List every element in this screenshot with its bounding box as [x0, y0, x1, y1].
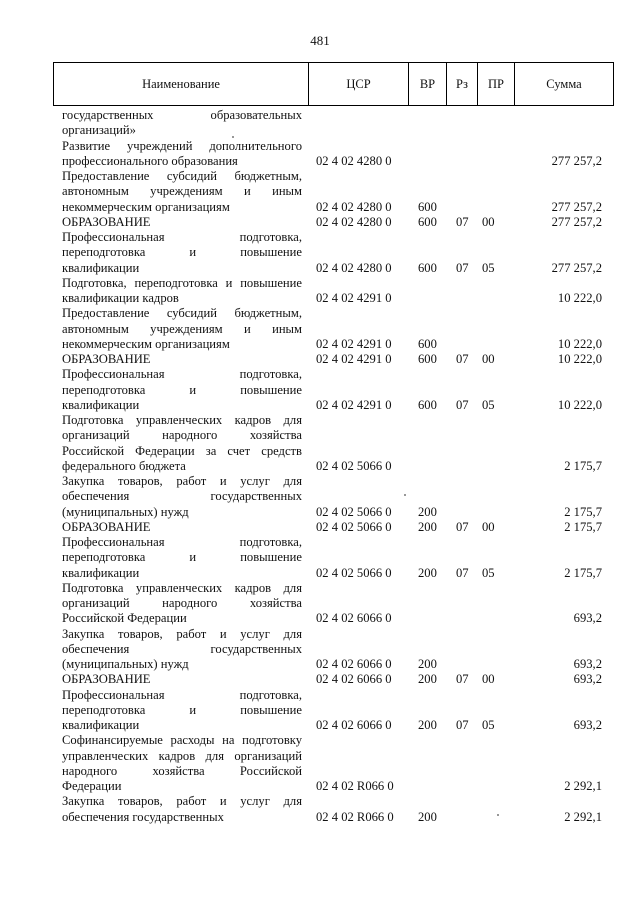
row-name	[62, 413, 302, 474]
row-rz: 07	[456, 214, 469, 229]
row-csr: 02 4 02 6066 0	[316, 657, 392, 671]
row-csr: 02 4 02 4280 0	[316, 260, 392, 275]
row-name-line: ОБРАЗОВАНИЕ	[62, 519, 151, 534]
row-name-line: автономным учреждениям и иным	[62, 321, 302, 336]
row-csr: 02 4 02 5066 0	[316, 504, 392, 519]
row-sum: 277 257,2	[551, 260, 602, 275]
row-sum: 277 257,2	[551, 153, 602, 168]
row-name-line: Закупка товаров, работ и услуг для	[62, 474, 302, 488]
row-name	[62, 672, 302, 687]
row-vr: 200	[418, 519, 437, 534]
row-pr: 05	[482, 260, 495, 275]
scan-speck	[497, 814, 499, 816]
row-sum: 10 222,0	[557, 336, 602, 351]
header-rz: Рз	[447, 63, 478, 105]
row-csr: 02 4 02 6066 0	[316, 718, 392, 732]
row-pr: 00	[482, 214, 495, 229]
table-row	[0, 413, 640, 474]
header-pr: ПР	[478, 63, 515, 105]
table-row	[0, 215, 640, 230]
table-row	[0, 139, 640, 170]
row-name-line: народного хозяйства Российской	[62, 763, 302, 778]
row-sum: 277 257,2	[551, 214, 602, 229]
row-name-line: Предоставление субсидий бюджетным,	[62, 306, 302, 321]
row-name-line: квалификации	[62, 260, 140, 275]
row-name-line: Профессиональная подготовка,	[62, 367, 302, 382]
row-csr: 02 4 02 4291 0	[316, 336, 392, 351]
row-pr: 00	[482, 672, 495, 687]
row-csr: 02 4 02 R066 0	[316, 809, 394, 824]
table-row	[0, 474, 640, 520]
row-pr: 00	[482, 352, 495, 366]
row-name-line: переподготовка и повышение	[62, 245, 302, 260]
row-name-line: Подготовка управленческих кадров для	[62, 413, 302, 427]
scan-speck	[232, 136, 234, 138]
row-csr: 02 4 02 4280 0	[316, 199, 392, 214]
row-name-line: управленческих кадров для организаций	[62, 748, 302, 763]
row-name	[62, 535, 302, 581]
row-name-line: (муниципальных) нужд	[62, 657, 189, 671]
row-sum: 2 292,1	[564, 809, 602, 824]
row-name	[62, 581, 302, 627]
table-row	[0, 520, 640, 535]
row-csr: 02 4 02 5066 0	[316, 565, 392, 580]
row-vr: 200	[418, 672, 437, 687]
row-name	[62, 794, 302, 825]
row-name-line: Подготовка, переподготовка и повышение	[62, 275, 302, 290]
row-vr: 200	[418, 657, 437, 671]
row-name-line: автономным учреждениям и иным	[62, 184, 302, 199]
row-csr: 02 4 02 5066 0	[316, 519, 392, 534]
row-name-line: квалификации	[62, 565, 140, 580]
row-pr: 00	[482, 519, 495, 534]
table-row	[0, 733, 640, 794]
row-sum: 10 222,0	[557, 291, 602, 305]
row-name	[62, 367, 302, 413]
row-vr: 600	[418, 397, 437, 412]
row-name-line: ОБРАЗОВАНИЕ	[62, 352, 151, 366]
row-csr: 02 4 02 6066 0	[316, 672, 392, 687]
table-row	[0, 352, 640, 367]
row-sum: 693,2	[573, 718, 602, 732]
row-name	[62, 688, 302, 734]
row-pr: 05	[482, 565, 495, 580]
row-rz: 07	[456, 519, 469, 534]
table-row	[0, 794, 640, 825]
table-row	[0, 169, 640, 215]
row-sum: 277 257,2	[551, 199, 602, 214]
table-row	[0, 627, 640, 673]
row-name-line: квалификации кадров	[62, 291, 179, 305]
table-row	[0, 688, 640, 734]
row-sum: 2 175,7	[564, 458, 602, 473]
row-name-line: ОБРАЗОВАНИЕ	[62, 214, 151, 229]
row-name	[62, 108, 302, 139]
row-name-line: переподготовка и повышение	[62, 382, 302, 397]
row-name	[62, 169, 302, 215]
row-name-line: обеспечения государственных	[62, 489, 302, 504]
row-name-line: организаций народного хозяйства	[62, 596, 302, 610]
page-number: 481	[310, 33, 330, 48]
row-pr: 05	[482, 718, 495, 732]
row-name-line: Закупка товаров, работ и услуг для	[62, 626, 302, 641]
header-csr: ЦСР	[309, 63, 409, 105]
row-csr: 02 4 02 4291 0	[316, 291, 392, 305]
row-name	[62, 139, 302, 170]
row-sum: 693,2	[573, 672, 602, 687]
row-name-line: обеспечения государственных	[62, 641, 302, 656]
row-name-line: ОБРАЗОВАНИЕ	[62, 672, 151, 687]
row-vr: 200	[418, 718, 437, 732]
row-name	[62, 627, 302, 673]
row-name-line: Закупка товаров, работ и услуг для	[62, 794, 302, 809]
row-name	[62, 352, 302, 367]
row-name-line: некоммерческим организациям	[62, 199, 230, 214]
row-csr: 02 4 02 6066 0	[316, 611, 392, 626]
row-name	[62, 276, 302, 307]
row-sum: 693,2	[573, 611, 602, 626]
row-sum: 693,2	[573, 657, 602, 671]
table-row	[0, 367, 640, 413]
row-rz: 07	[456, 672, 469, 687]
row-name-line: Софинансируемые расходы на подготовку	[62, 733, 302, 748]
row-rz: 07	[456, 718, 469, 732]
row-name	[62, 520, 302, 535]
row-name-line: Профессиональная подготовка,	[62, 535, 302, 549]
row-vr: 600	[418, 336, 437, 351]
row-sum: 10 222,0	[557, 397, 602, 412]
row-name-line: переподготовка и повышение	[62, 550, 302, 565]
row-vr: 200	[418, 565, 437, 580]
row-name	[62, 306, 302, 352]
row-name	[62, 215, 302, 230]
row-name-line: Предоставление субсидий бюджетным,	[62, 169, 302, 183]
row-name-line: Профессиональная подготовка,	[62, 230, 302, 244]
row-csr: 02 4 02 4280 0	[316, 214, 392, 229]
scan-speck	[404, 494, 406, 496]
table-row	[0, 581, 640, 627]
row-sum: 2 175,7	[564, 519, 602, 534]
row-vr: 200	[418, 504, 437, 519]
row-sum: 10 222,0	[557, 352, 602, 366]
row-sum: 2 292,1	[564, 779, 602, 793]
row-vr: 200	[418, 809, 437, 824]
table-row	[0, 672, 640, 687]
row-name-line: Развитие учреждений дополнительного	[62, 138, 302, 153]
row-name-line: профессионального образования	[62, 153, 238, 168]
row-sum: 2 175,7	[564, 504, 602, 519]
row-name-line: Подготовка управленческих кадров для	[62, 580, 302, 595]
row-name-line: Федерации	[62, 779, 122, 793]
row-name	[62, 230, 302, 276]
row-name-line: организаций»	[62, 123, 136, 138]
row-name-line: Российской Федерации за счет средств	[62, 443, 302, 458]
row-rz: 07	[456, 352, 469, 366]
row-name-line: организаций народного хозяйства	[62, 428, 302, 443]
row-name-line: некоммерческим организациям	[62, 336, 230, 351]
row-vr: 600	[418, 352, 437, 366]
header-name: Наименование	[54, 63, 309, 105]
header-sum: Сумма	[546, 77, 582, 91]
row-rz: 07	[456, 397, 469, 412]
row-name-line: (муниципальных) нужд	[62, 504, 189, 519]
row-name-line: обеспечения государственных	[62, 809, 224, 824]
row-name-line: квалификации	[62, 397, 140, 412]
row-rz: 07	[456, 260, 469, 275]
row-name-line: квалификации	[62, 718, 140, 732]
table-row	[0, 230, 640, 276]
header-vr: ВР	[409, 63, 447, 105]
row-csr: 02 4 02 R066 0	[316, 779, 394, 793]
row-name	[62, 733, 302, 794]
table-row	[0, 306, 640, 352]
table-row	[0, 108, 640, 139]
row-rz: 07	[456, 565, 469, 580]
row-csr: 02 4 02 5066 0	[316, 458, 392, 473]
row-csr: 02 4 02 4291 0	[316, 397, 392, 412]
row-csr: 02 4 02 4291 0	[316, 352, 392, 366]
row-vr: 600	[418, 199, 437, 214]
row-vr: 600	[418, 260, 437, 275]
row-csr: 02 4 02 4280 0	[316, 153, 392, 168]
row-name-line: Профессиональная подготовка,	[62, 687, 302, 702]
row-name-line: государственных образовательных	[62, 108, 302, 122]
table-row	[0, 535, 640, 581]
row-sum: 2 175,7	[564, 565, 602, 580]
row-name-line: Российской Федерации	[62, 611, 187, 626]
row-pr: 05	[482, 397, 495, 412]
table-row	[0, 276, 640, 307]
row-vr: 600	[418, 214, 437, 229]
row-name	[62, 474, 302, 520]
row-name-line: переподготовка и повышение	[62, 702, 302, 717]
row-name-line: федерального бюджета	[62, 458, 186, 473]
